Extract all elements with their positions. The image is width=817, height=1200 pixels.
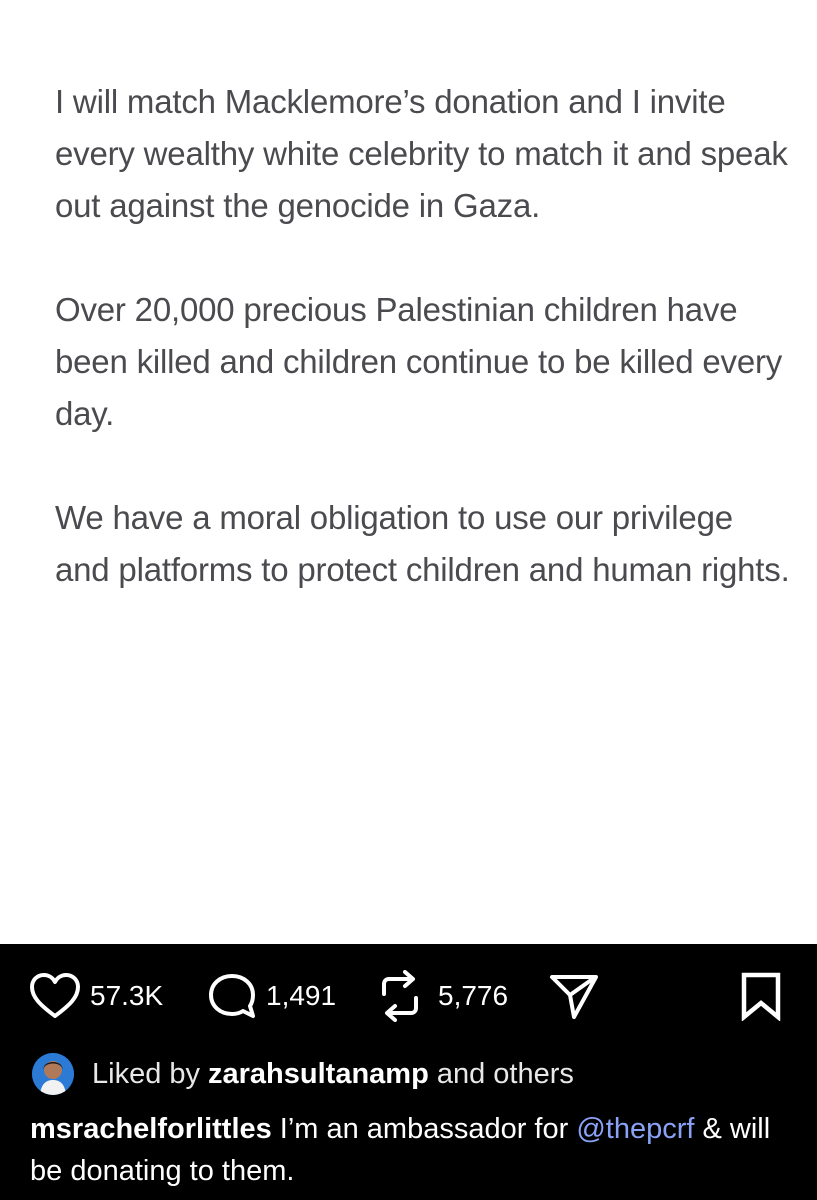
liked-by-suffix: and others xyxy=(436,1057,574,1090)
caption-text-before: I’m an ambassador for xyxy=(279,1113,569,1145)
like-button[interactable] xyxy=(28,968,163,1024)
comment-count: 1,491 xyxy=(266,980,337,1011)
repost-button[interactable] xyxy=(378,968,508,1024)
comment-button[interactable] xyxy=(206,968,336,1024)
post-footer xyxy=(0,944,817,1200)
heart-icon[interactable] xyxy=(28,971,82,1021)
repost-icon[interactable] xyxy=(378,970,422,1022)
liked-by-prefix: Liked by xyxy=(92,1057,201,1090)
caption xyxy=(30,1108,800,1192)
liked-by-user[interactable]: zarahsultanamp xyxy=(208,1057,429,1090)
caption-mention[interactable]: @thepcrf xyxy=(576,1113,695,1145)
post-text xyxy=(55,76,795,648)
share-icon[interactable] xyxy=(548,971,600,1021)
like-count: 57.3K xyxy=(90,980,164,1011)
liked-by-row xyxy=(32,1052,574,1096)
post-paragraph-2: Over 20,000 precious Palestinian children have been killed and children continue to be killed every day. xyxy=(55,291,783,432)
bookmark-icon[interactable] xyxy=(740,971,782,1021)
post-paragraph-3: We have a moral obligation to use our privilege and platforms to protect children and human rights. xyxy=(55,499,790,588)
comment-icon[interactable] xyxy=(206,971,258,1021)
avatar[interactable] xyxy=(32,1053,74,1095)
action-bar xyxy=(0,968,817,1024)
caption-text-after: & will be donating to them. xyxy=(30,1113,771,1187)
save-button[interactable] xyxy=(740,968,782,1024)
post-paragraph-1: I will match Macklemore’s donation and I invite every wealthy white celebrity to match it and speak out against the genocide in Gaza. xyxy=(55,83,788,224)
caption-username[interactable]: msrachelforlittles xyxy=(30,1113,272,1145)
share-button[interactable] xyxy=(548,968,600,1024)
repost-count: 5,776 xyxy=(438,980,509,1011)
